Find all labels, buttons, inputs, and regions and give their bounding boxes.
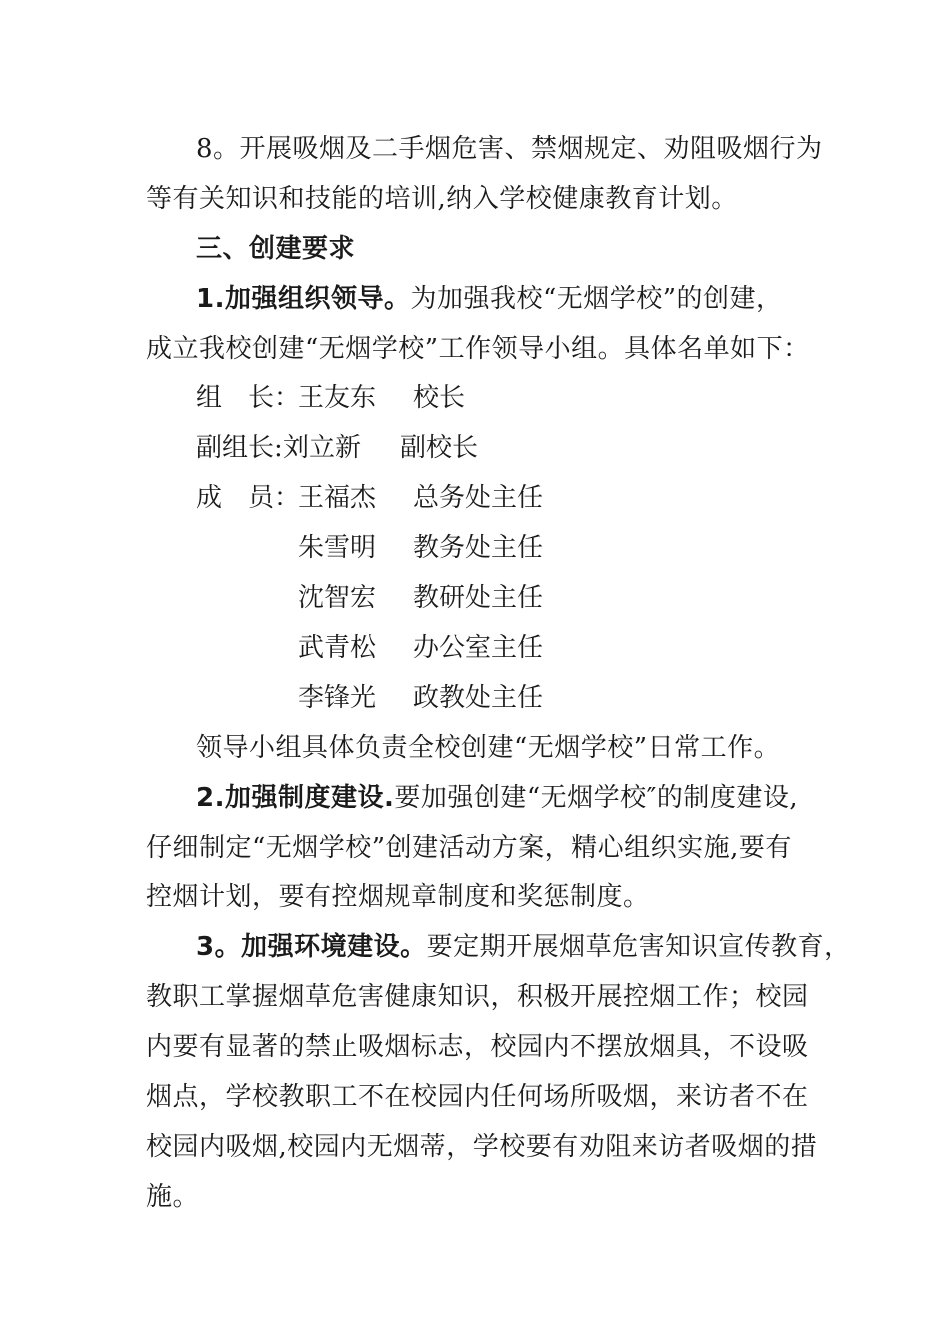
- member-name: 李锋光: [298, 683, 377, 713]
- point3-line4: 烟点，学校教职工不在校园内任何场所吸烟，来访者不在: [146, 1082, 809, 1112]
- point2-text: 要加强创建“无烟学校″的制度建设,: [394, 783, 799, 813]
- members-role: 成 员：: [196, 483, 301, 513]
- point3-text: 要定期开展烟草危害知识宣传教育，: [426, 932, 851, 962]
- item8-line2: 等有关知识和技能的培训,纳入学校健康教育计划。: [146, 184, 738, 214]
- point1-line2: 成立我校创建“无烟学校”工作领导小组。具体名单如下：: [146, 334, 810, 364]
- member-title: 教研处主任: [413, 583, 544, 613]
- point3-line2: 教职工掌握烟草危害健康知识，积极开展控烟工作；校园: [146, 982, 809, 1012]
- deputy-name: 刘立新: [283, 433, 362, 463]
- deputy-role: 副组长:: [196, 433, 283, 463]
- member-name: 武青松: [298, 633, 377, 663]
- member-title: 办公室主任: [413, 633, 544, 663]
- member-name: 沈智宏: [298, 583, 377, 613]
- point3-line3: 内要有显著的禁止吸烟标志，校园内不摆放烟具，不设吸: [146, 1032, 809, 1062]
- point3-line5: 校园内吸烟,校园内无烟蒂，学校要有劝阻来访者吸烟的措: [146, 1132, 818, 1162]
- point2-line2: 仔细制定“无烟学校”创建活动方案，精心组织实施,要有: [146, 833, 792, 863]
- group-duty: 领导小组具体负责全校创建“无烟学校”日常工作。: [196, 733, 781, 763]
- deputy-title: 副校长: [400, 433, 479, 463]
- member-title: 总务处主任: [413, 483, 544, 513]
- point2-line1: [196, 782, 798, 814]
- point3-line6: 施。: [146, 1182, 200, 1212]
- point3-heading: 3。加强环境建设。: [196, 932, 427, 962]
- leader-title: 校长: [413, 383, 466, 413]
- point3-line1: [196, 931, 851, 963]
- point1-text: 为加强我校“无烟学校”的创建，: [410, 284, 783, 314]
- member-title: 政教处主任: [413, 683, 544, 713]
- item8-line1: 8。开展吸烟及二手烟危害、禁烟规定、劝阻吸烟行为: [196, 134, 823, 164]
- section-heading: 三、创建要求: [196, 234, 356, 264]
- leader-name: 王友东: [298, 383, 377, 413]
- leader-role: 组 长：: [196, 383, 301, 413]
- point1-heading: 1.加强组织领导。: [196, 284, 411, 314]
- member-name: 朱雪明: [298, 533, 377, 563]
- point1-line1: [196, 283, 783, 315]
- point2-line3: 控烟计划，要有控烟规章制度和奖惩制度。: [146, 882, 650, 912]
- member-title: 教务处主任: [413, 533, 544, 563]
- member-name: 王福杰: [298, 483, 377, 513]
- point2-heading: 2.加强制度建设.: [196, 783, 395, 813]
